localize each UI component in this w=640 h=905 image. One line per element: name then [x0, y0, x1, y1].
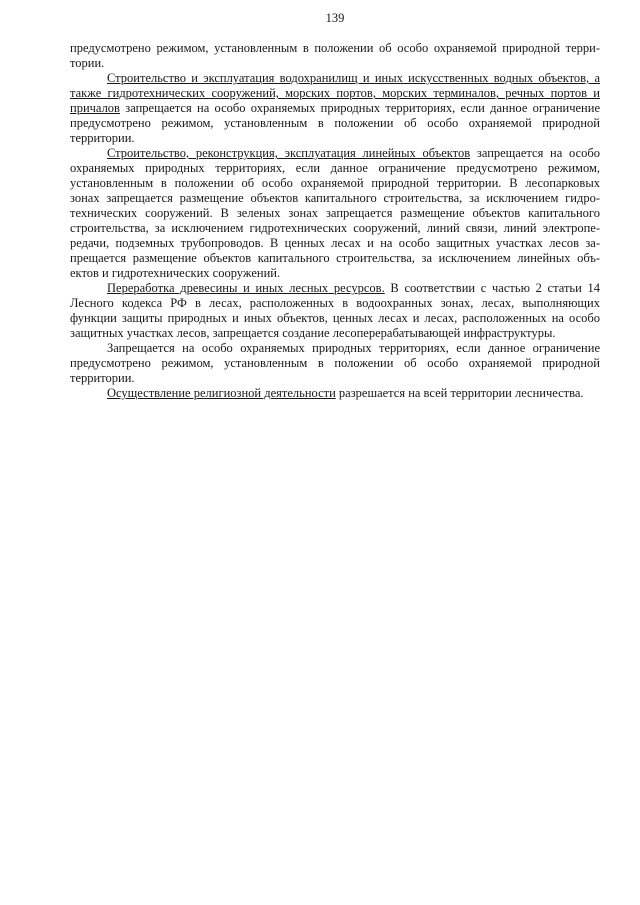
- text-line: [70, 86, 600, 101]
- line-text: тории.: [70, 56, 105, 70]
- paragraph: [70, 71, 600, 146]
- text-line: [70, 341, 600, 356]
- line-text: охраняемых природных территориях, если данное ограничение предусмотрено режимом,: [70, 161, 600, 175]
- line-text: защитных участках лесов, запрещается создание лесоперерабатывающей инфраструктуры.: [70, 326, 556, 340]
- text-line: [70, 116, 600, 131]
- line-text: Лесного кодекса РФ в лесах, расположенных в водоохранных зонах, лесах, выполняющих: [70, 296, 600, 310]
- line-text: ектов и гидротехнических сооружений.: [70, 266, 281, 280]
- underlined-topic: Переработка древесины и иных лесных ресурсов.: [107, 281, 385, 295]
- line-text: запрещается на особо охраняемых природных территориях, если данное ограничение: [119, 101, 600, 115]
- text-line: [70, 101, 600, 116]
- line-text: предусмотрено режимом, установленным в положении об особо охраняемой природной терри-: [70, 41, 600, 55]
- text-line: [70, 371, 600, 386]
- line-text: запрещается на особо: [470, 146, 600, 160]
- paragraph: [70, 341, 600, 386]
- document-body: [70, 41, 600, 401]
- text-line: [70, 251, 600, 266]
- line-text: предусмотрено режимом, установленным в положении об особо охраняемой природной: [70, 116, 600, 130]
- underlined-topic: также гидротехнических сооружений, морских портов, морских терминалов, речных портов и: [70, 86, 600, 100]
- line-text: технических сооружений. В зеленых зонах запрещается размещение объектов капитального: [70, 206, 600, 220]
- line-text: В соответствии с частью 2 статьи 14: [384, 281, 600, 295]
- line-text: предусмотрено режимом, установленным в положении об особо охраняемой природной: [70, 356, 600, 370]
- underlined-topic: причалов: [70, 101, 120, 115]
- paragraph: [70, 146, 600, 281]
- line-text: прещается размещение объектов капитального строительства, за исключением линейных объ-: [70, 251, 600, 265]
- text-line: [70, 56, 600, 71]
- text-line: [70, 311, 600, 326]
- page-number: 139: [325, 11, 345, 25]
- line-text: Запрещается на особо охраняемых природных территориях, если данное ограничение: [107, 341, 600, 355]
- text-line: [70, 386, 600, 401]
- text-line: [70, 326, 600, 341]
- underlined-topic: Осуществление религиозной деятельности: [107, 386, 336, 400]
- text-line: [70, 296, 600, 311]
- text-line: [70, 281, 600, 296]
- paragraph: [70, 41, 600, 71]
- text-line: [70, 266, 600, 281]
- line-text: разрешается на всей территории лесничества.: [335, 386, 584, 400]
- line-text: установленным в положении об особо охраняемой природной территории. В лесопарковых: [70, 176, 600, 190]
- line-text: строительства, за исключением гидротехнических сооружений, линий связи, линий электропе-: [70, 221, 600, 235]
- text-line: [70, 146, 600, 161]
- line-text: зонах запрещается размещение объектов капитального строительства, за исключением гидро-: [70, 191, 600, 205]
- text-line: [70, 221, 600, 236]
- text-line: [70, 176, 600, 191]
- paragraph: [70, 386, 600, 401]
- text-line: [70, 356, 600, 371]
- text-line: [70, 191, 600, 206]
- line-text: территории.: [70, 131, 135, 145]
- text-line: [70, 161, 600, 176]
- paragraph: [70, 281, 600, 341]
- underlined-topic: Строительство и эксплуатация водохранилищ и иных искусственных водных объектов, а: [107, 71, 600, 85]
- line-text: редачи, подземных трубопроводов. В ценных лесах и на особо защитных участках лесов за-: [70, 236, 600, 250]
- text-line: [70, 236, 600, 251]
- text-line: [70, 206, 600, 221]
- text-line: [70, 131, 600, 146]
- text-line: [70, 71, 600, 86]
- line-text: территории.: [70, 371, 135, 385]
- line-text: функции защиты природных и иных объектов, ценных лесах и лесах, расположенных на особо: [70, 311, 600, 325]
- underlined-topic: Строительство, реконструкция, эксплуатация линейных объектов: [107, 146, 471, 160]
- text-line: [70, 41, 600, 56]
